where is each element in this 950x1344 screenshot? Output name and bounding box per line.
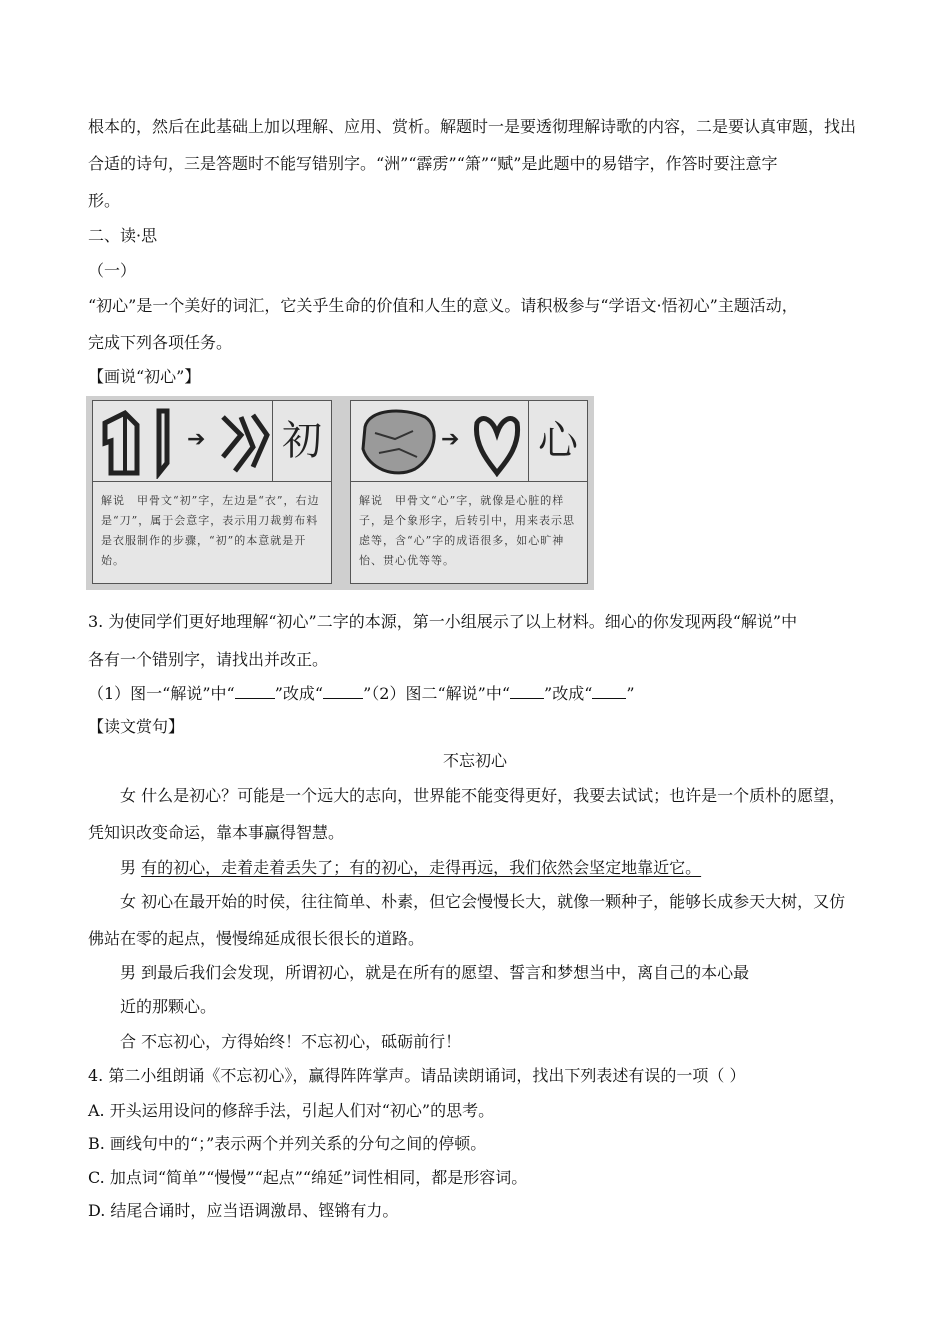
option-c: C. 加点词“简单”“慢慢”“起点”“绵延”词性相同，都是形容词。 bbox=[88, 1168, 528, 1187]
figure-2-explanation: 解说 甲骨文“心”字，就像是心脏的样子，是个象形字，后转引中，用来表示思虑等，含“心”字的成语很多，如心旷神怡、贯心优等等。 bbox=[359, 494, 575, 567]
char-chu: 初 bbox=[272, 401, 331, 481]
oracle-xin-glyph bbox=[467, 407, 527, 477]
answer-blank-1[interactable] bbox=[235, 684, 275, 699]
oracle-chu-glyph bbox=[213, 407, 273, 477]
question-4: 4. 第二小组朗诵《不忘初心》，赢得阵阵掌声。请品读朗诵词，找出下列表述有误的一项（ ） bbox=[88, 1066, 746, 1085]
arrow-icon: ➔ bbox=[187, 427, 206, 452]
figure-panel-2 bbox=[350, 400, 588, 584]
figure-panel-1 bbox=[92, 400, 332, 584]
question-3-blanks: （1）图一“解说”中“ ”改成“ ”（2）图二“解说”中“ ”改成“ ” bbox=[88, 684, 635, 703]
option-a: A. 开头运用设问的修辞手法，引起人们对“初心”的思考。 bbox=[88, 1101, 495, 1120]
answer-blank-4[interactable] bbox=[592, 684, 626, 699]
verse-2: 男 有的初心，走着走着丢失了；有的初心，走得再远，我们依然会坚定地靠近它。 bbox=[120, 858, 702, 877]
clothing-knife-pictograph bbox=[97, 403, 189, 479]
verse-3-line-2: 佛站在零的起点，慢慢绵延成很长很长的道路。 bbox=[88, 929, 425, 948]
answer-blank-3[interactable] bbox=[510, 684, 544, 699]
section-heading: 二、读·思 bbox=[88, 226, 158, 245]
heading-picture: 【画说“初心”】 bbox=[88, 367, 201, 386]
line-p2: 合适的诗句，三是答题时不能写错别字。“洲”“霹雳”“箫”“赋”是此题中的易错字，作答时要注意字 bbox=[88, 154, 778, 173]
verse-1-line-1: 女 什么是初心？可能是一个远大的志向，世界能不能变得更好，我要去试试；也许是一个质朴的愿望， bbox=[120, 786, 846, 805]
heading-reading: 【读文赏句】 bbox=[88, 717, 185, 736]
intro-line-2: 完成下列各项任务。 bbox=[88, 333, 233, 352]
verse-5: 合 不忘初心，方得始终！不忘初心，砥砺前行！ bbox=[120, 1032, 462, 1051]
poem-title: 不忘初心 bbox=[442, 751, 507, 770]
line-p1: 根本的，然后在此基础上加以理解、应用、赏析。解题时一是要透彻理解诗歌的内容，二是要认真审题，找出 bbox=[88, 117, 857, 136]
question-3-line-2: 各有一个错别字，请找出并改正。 bbox=[88, 650, 329, 669]
underlined-sentence: 有的初心，走着走着丢失了；有的初心，走得再远，我们依然会坚定地靠近它。 bbox=[141, 858, 702, 877]
intro-line-1: “初心”是一个美好的词汇，它关乎生命的价值和人生的意义。请积极参与“学语文·悟初心”主题活动， bbox=[88, 296, 798, 315]
verse-3-line-1: 女 初心在最开始的时侯，往往简单、朴素，但它会慢慢长大，就像一颗种子，能够长成参天大树，又仿 bbox=[120, 892, 846, 911]
line-p3: 形。 bbox=[88, 191, 121, 210]
heart-organ-pictograph bbox=[355, 403, 441, 479]
chuxin-figure bbox=[86, 396, 594, 590]
option-d: D. 结尾合诵时，应当语调激昂、铿锵有力。 bbox=[88, 1201, 399, 1220]
question-3-line-1: 3. 为使同学们更好地理解“初心”二字的本源，第一小组展示了以上材料。细心的你发现两段“解说”中 bbox=[88, 612, 798, 631]
figure-1-explanation: 解说 甲骨文“初”字，左边是“衣”，右边是“刀”，属于会意字，表示用刀裁剪布料是衣服制作的步骤，“初”的本意就是开始。 bbox=[101, 494, 320, 567]
verse-4-line-2: 近的那颗心。 bbox=[120, 997, 217, 1016]
verse-4-line-1: 男 到最后我们会发现，所谓初心，就是在所有的愿望、誓言和梦想当中，离自己的本心最 bbox=[120, 963, 750, 982]
arrow-icon: ➔ bbox=[441, 427, 460, 452]
subsection-heading: （一） bbox=[88, 261, 137, 280]
answer-blank-2[interactable] bbox=[323, 684, 363, 699]
option-b: B. 画线句中的“；”表示两个并列关系的分句之间的停顿。 bbox=[88, 1134, 487, 1153]
char-xin: 心 bbox=[528, 401, 587, 481]
verse-1-line-2: 凭知识改变命运，靠本事赢得智慧。 bbox=[88, 823, 345, 842]
